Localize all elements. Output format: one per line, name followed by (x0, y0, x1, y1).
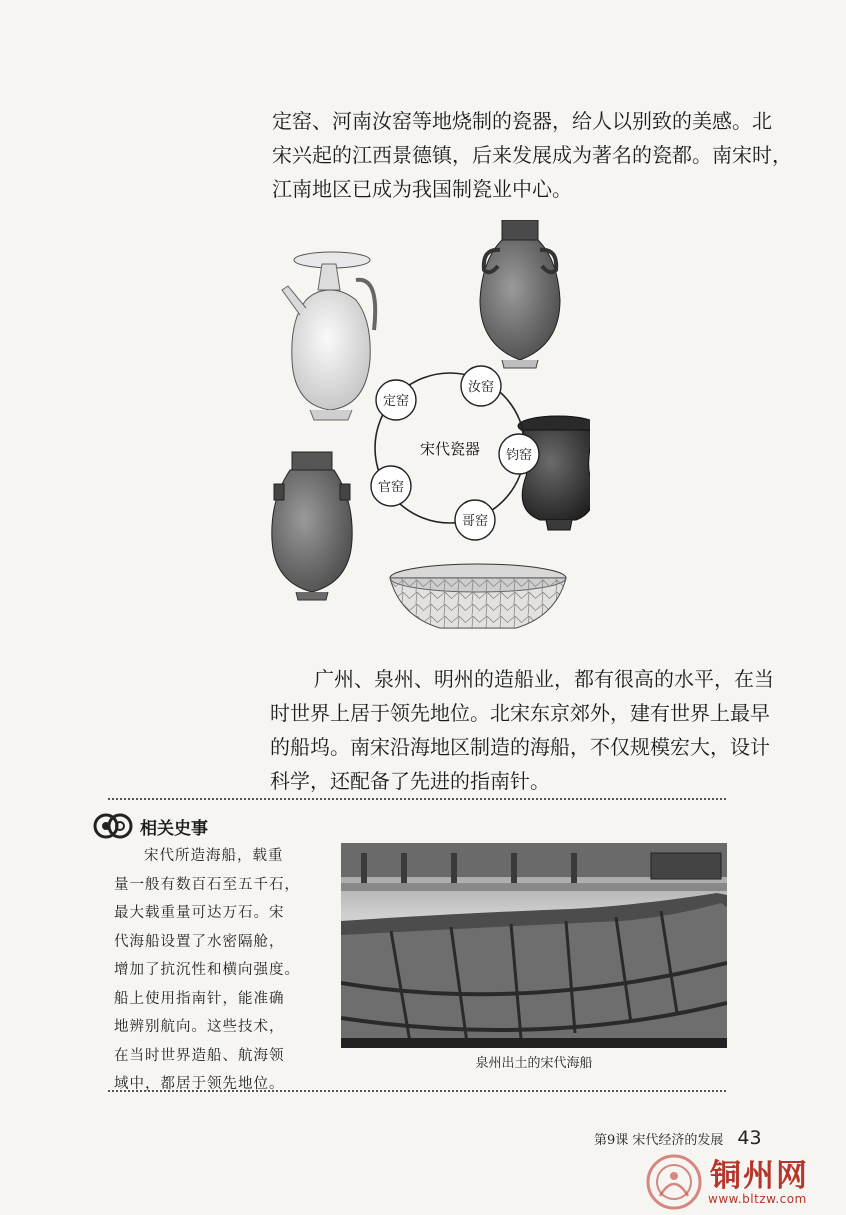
jun-jar-image (518, 416, 590, 530)
text-line: 代海船设置了水密隔舱， (114, 933, 285, 950)
guan-vase-image (272, 452, 352, 600)
text-line: 在当时世界造船、航海领 (114, 1047, 285, 1064)
diagram-center-label: 宋代瓷器 (419, 440, 481, 458)
site-watermark (640, 1148, 846, 1215)
text-line: 时世界上居于领先地位。北宋东京郊外，建有世界上最早 (270, 701, 770, 725)
porcelain-diagram (270, 220, 590, 640)
box-title: 相关史事 (140, 818, 208, 839)
ge-bowl-image (390, 564, 566, 628)
kiln-label: 定窑 (382, 394, 410, 409)
kiln-node-ge (455, 500, 495, 540)
text-line: 科学，还配备了先进的指南针。 (270, 769, 550, 793)
kiln-label: 钧窑 (505, 448, 533, 463)
kiln-label: 汝窑 (467, 380, 495, 395)
text-line: 广州、泉州、明州的造船业，都有很高的水平，在当 (314, 667, 774, 691)
text-line: 量一般有数百石至五千石， (114, 876, 300, 893)
photo-caption: 泉州出土的宋代海船 (475, 1056, 593, 1071)
kiln-node-ding (376, 380, 416, 420)
text-line: 最大载重量可达万石。宋 (114, 905, 285, 921)
related-history-text (114, 842, 334, 1099)
watermark-logo-icon (644, 1152, 704, 1212)
text-line: 地辨别航向。这些技术， (114, 1019, 285, 1035)
scroll-ornament-icon (92, 809, 134, 843)
kiln-label: 官窑 (377, 480, 405, 495)
text-line: 宋兴起的江西景德镇，后来发展成为著名的瓷都。南宋时， (272, 143, 792, 167)
page-footer (594, 1127, 762, 1149)
paragraph-shipbuilding (270, 662, 790, 798)
text-line: 增加了抗沉性和横向强度。 (114, 962, 300, 978)
kiln-label: 哥窑 (461, 514, 489, 529)
kiln-node-jun (499, 434, 539, 474)
ru-vase-image (480, 220, 560, 368)
text-line: 宋代所造海船，载重 (144, 848, 284, 864)
ding-ewer-image (282, 252, 375, 420)
text-line: 定窑、河南汝窑等地烧制的瓷器，给人以别致的美感。北 (272, 109, 772, 133)
watermark-title: 铜州网 (710, 1158, 809, 1194)
section-divider-top (108, 798, 726, 800)
lesson-title: 第9课 宋代经济的发展 (594, 1133, 724, 1148)
text-line: 域中，都居于领先地位。 (114, 1076, 285, 1092)
text-line: 江南地区已成为我国制瓷业中心。 (272, 177, 572, 201)
page-number: 43 (737, 1127, 762, 1149)
paragraph-porcelain (272, 104, 792, 206)
kiln-node-guan (371, 466, 411, 506)
section-divider-bottom (108, 1090, 726, 1092)
text-line: 的船坞。南宋沿海地区制造的海船，不仅规模宏大，设计 (270, 735, 770, 759)
related-history-heading (92, 808, 208, 844)
kiln-node-ru (461, 366, 501, 406)
song-ship-photo (341, 843, 727, 1048)
watermark-url: www.bltzw.com (708, 1192, 807, 1206)
text-line: 船上使用指南针，能准确 (114, 990, 285, 1007)
